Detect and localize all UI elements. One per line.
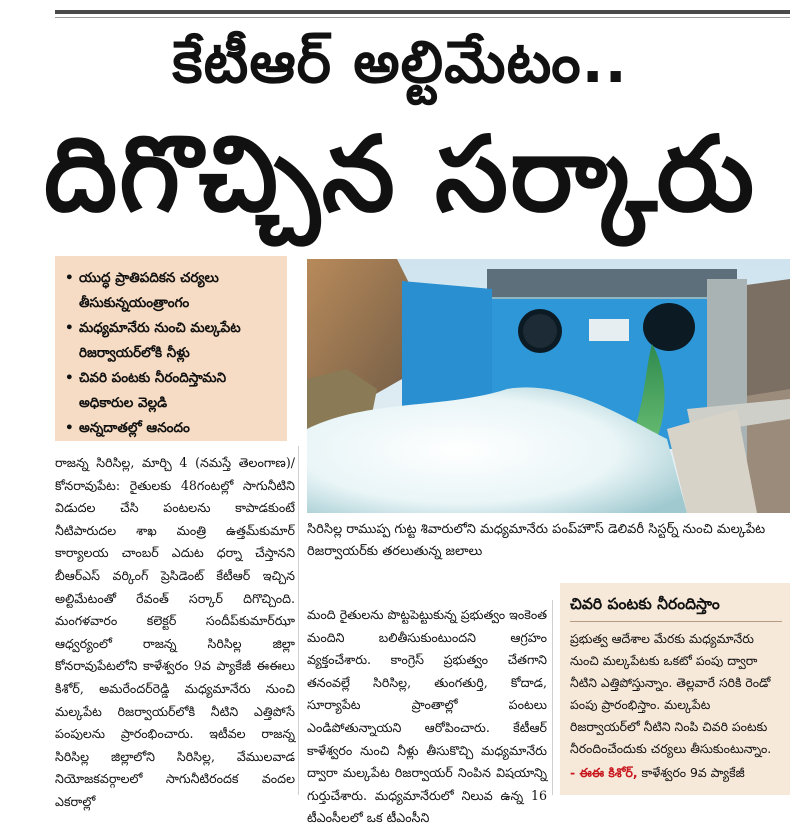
highlight-item: • మధ్యమానేరు నుంచి మల్కపేట రిజర్వాయర్‌లోకి నీళ్లు [65,316,279,366]
pumphouse-image [307,259,790,513]
news-photo [307,259,790,513]
column-divider [298,446,299,795]
top-rule [55,10,790,14]
signature-role: కాళేశ్వరం 9వ ప్యాకేజీ [637,765,745,780]
column-divider [552,600,553,795]
highlight-item: • అన్నదాతల్లో ఆనందం [65,416,279,441]
photo-caption: సిరిసిల్ల రాముప్ప గుట్ట శివారులోని మధ్యమానేరు పంప్‌హౌస్ డెలివరీ సిస్టర్న్ నుంచి మల్కపేట రిజర్వాయర్‌కు తరలుతున్న జలాలు [307,522,766,559]
article-column-2: మంది రైతులను పొట్టపెట్టుకున్న ప్రభుత్వం ఇంకెంత మందిని బలితీసుకుంటుందని ఆగ్రహం వ్యక్తంచేశారు. కాంగ్రెస్ ప్రభుత్వం చేతగాని తనంవల్లే సిరిసిల్ల, తుంగతుర్తి, కోదాడ, సూర్యాపేట ప్రాంతాల్లో పంటలు ఎండిపోతున్నాయని ఆరోపించారు. కేటీఆర్ కాళేశ్వరం నుంచి నీళ్లు తీసుకొచ్చి మధ్యమానేరు ద్వారా మల్కపేట రిజర్వాయర్ నింపిన విషయాన్ని గుర్తుచేశారు. మధ్యమానేరులో నిలువ ఉన్న 16 టీఎంసీలలో ఒక టీఎంసీని [307,607,547,826]
signature-name: - ఈఈ కిశోర్, [570,765,638,780]
headline-main: దిగొచ్చిన సర్కారు [43,113,757,235]
headline-kicker: కేటీఆర్ అల్టిమేటం.. [172,28,628,96]
highlight-item: • చివరి పంటకు నీరందిస్తామని అధికారుల వెల్లడి [65,366,279,416]
sidebox-signature [570,762,782,784]
highlights-box [55,256,287,441]
sidebox-title: చివరి పంటకు నీరందిస్తాం [570,591,782,622]
highlight-item: • యుద్ధ ప్రాతిపదికన చర్యలు తీసుకున్నయంత్రాంగం [65,266,279,316]
quote-sidebox [560,583,790,795]
sidebox-body: ప్రభుత్వ ఆదేశాల మేరకు మధ్యమానేరు నుంచి మల్కపేటకు ఒకటో పంపు ద్వారా నీటిని ఎత్తిపోస్తున్నాం. తెల్లవారే సరికి రెండో పంపు ప్రారంభిస్తాం. మల్కపేట రిజర్వాయర్‌లో నీటిని నింపి చివరి పంటకు నీరందించేందుకు చర్యలు తీసుకుంటున్నాం. [570,631,772,756]
article-column-1: రాజన్న సిరిసిల్ల, మార్చి 4 (నమస్తే తెలంగాణ)/ కోనరావుపేట: రైతులకు 48గంటల్లో సాగునీటిని విడుదల చేసి పంటలను కాపాడకుంటే నీటిపారుదల శాఖ మంత్రి ఉత్తమ్‌కుమార్ కార్యాలయ చాంబర్ ఎదుట ధర్నా చేస్తానని బీఆర్‌ఎస్ వర్కింగ్ ప్రెసిడెంట్ కేటీఆర్ ఇచ్చిన అల్టిమేటంతో రేవంత్ సర్కార్ దిగొచ్చింది. మంగళవారం కలెక్టర్ సందీప్‌కుమార్‌ఝా ఆధ్వర్యంలో రాజన్న సిరిసిల్ల జిల్లా కోనరావుపేటలోని కాళేశ్వరం 9వ ప్యాకేజీ ఈఈలు కిశోర్, అమరేందర్‌రెడ్డి మధ్యమానేరు నుంచి మల్కపేట రిజర్వాయర్‌లోకి నీటిని ఎత్తిపోసే పంపులను ప్రారంభించారు. ఇటీవల రాజన్న సిరిసిల్ల జిల్లాలోని సిరిసిల్ల, వేములవాడ నియోజకవర్గాలలో సాగునీటిరందక వందల ఎకరాల్లో [55,455,295,809]
top-rule-thin [55,17,790,18]
